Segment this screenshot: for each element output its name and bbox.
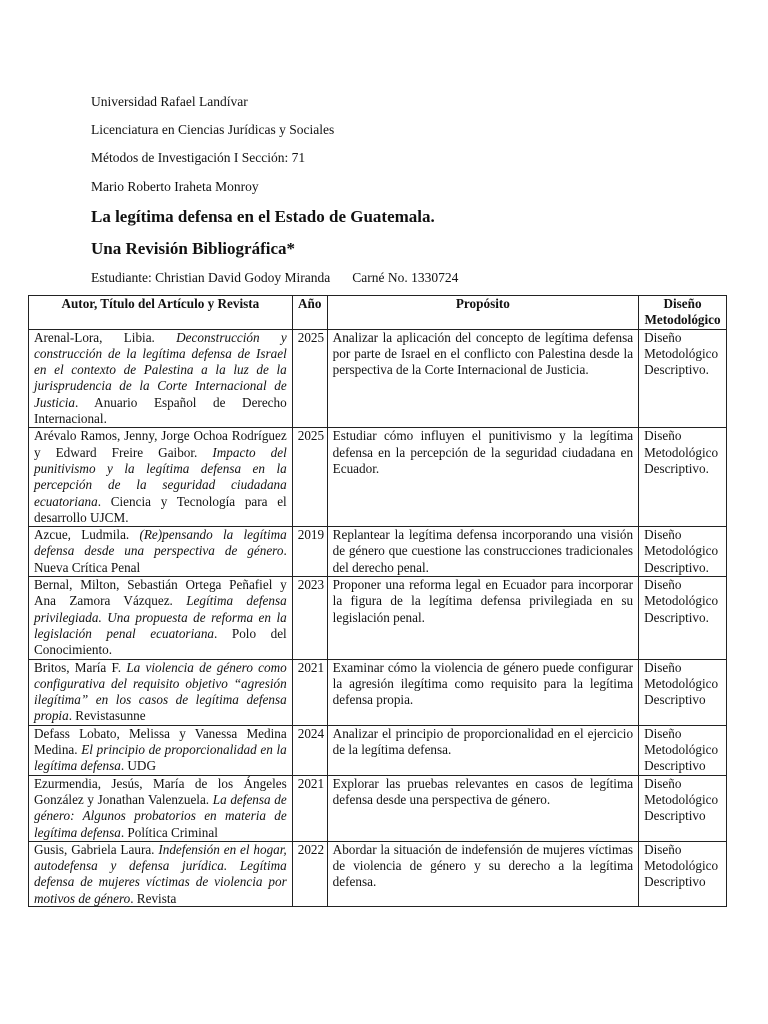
cell-design: Diseño Metodológico Descriptivo. [639,428,727,527]
cell-year: 2021 [292,659,327,725]
header-ano: Año [292,296,327,330]
entry-journal: . UDG [120,758,156,774]
cell-purpose: Estudiar cómo influyen el punitivismo y la legítima defensa en la percepción de la seguridad ciudadana en Ecuador. [327,428,638,527]
entry-journal: . Polo del Conocimiento. [34,625,287,658]
entry-journal: . Revistasunne [68,708,146,724]
cell-design: Diseño Metodológico Descriptivo. [639,329,727,428]
entry-author: Arenal-Lora, Libia. [34,329,177,345]
professor-name: Mario Roberto Iraheta Monroy [91,179,259,194]
entry-journal: . Política Criminal [120,824,218,840]
table-row [29,329,727,428]
cell-autor [29,428,293,527]
cell-autor [29,775,293,841]
cell-year: 2023 [292,577,327,659]
cell-purpose: Explorar las pruebas relevantes en casos de legítima defensa desde una perspectiva de género. [327,775,638,841]
cell-purpose: Examinar cómo la violencia de género puede configurar la agresión ilegítima como requisito para la legítima defensa propia. [327,659,638,725]
cell-purpose: Abordar la situación de indefensión de mujeres víctimas de violencia de género y su derecho a la legítima defensa. [327,841,638,906]
entry-author: Arévalo Ramos, Jenny, Jorge Ochoa Rodríguez y Edward Freire Gaibor. [34,428,287,460]
entry-author: Defass Lobato, Melissa y Vanessa Medina Medina. [34,725,287,758]
cell-year: 2024 [292,725,327,775]
cell-autor-clip [34,842,287,906]
entry-author: Bernal, Milton, Sebastián Ortega Peñafiel y Ana Zamora Vázquez. [34,577,287,609]
cell-design: Diseño Metodológico Descriptivo [639,725,727,775]
entry-title: La violencia de género como configurativa del requisito objetivo “agresión ilegítima” en los casos de legítima defensa propia [34,659,287,724]
student-name: Estudiante: Christian David Godoy Miranda [91,270,331,285]
header-diseno: Diseño Metodológico [639,296,727,330]
cell-year: 2021 [292,775,327,841]
entry-author: Britos, María F. [34,659,127,675]
entry-journal: . Ciencia y Tecnología para el desarrollo UJCM. [34,493,287,525]
entry-title: El principio de proporcionalidad en la legítima defensa [34,742,287,774]
cell-autor [29,577,293,659]
table-row [29,527,727,577]
document-subtitle: Una Revisión Bibliográfica* [91,239,296,258]
cell-year: 2025 [292,329,327,428]
entry-journal: . Nueva Crítica Penal [34,543,287,575]
entry-title: (Re)pensando la legítima defensa desde una perspectiva de género [34,527,287,559]
table-row [29,428,727,527]
entry-journal: . Anuario Español de Derecho Internacional. [34,394,287,427]
entry-title: Legítima defensa privilegiada. Una propuesta de reforma en la legislación penal ecuatoriana [34,593,287,641]
cell-year: 2019 [292,527,327,577]
entry-journal: . Revista [130,890,177,906]
cell-year: 2025 [292,428,327,527]
cell-autor [29,659,293,725]
document-title: La legítima defensa en el Estado de Guatemala. [91,207,435,226]
entry-author: Azcue, Ludmila. [34,527,140,543]
cell-design: Diseño Metodológico Descriptivo [639,775,727,841]
cell-purpose: Replantear la legítima defensa incorporando una visión de género que cuestione las construcciones tradicionales del derecho penal. [327,527,638,577]
cell-autor [29,841,293,906]
cell-purpose: Analizar la aplicación del concepto de legítima defensa por parte de Israel en el conflicto con Palestina desde la perspectiva de la Corte Internacional de Justicia. [327,329,638,428]
table-row [29,725,727,775]
entry-title: Indefensión en el hogar, autodefensa y defensa jurídica. Legítima defensa de mujeres víctimas de violencia por motivos de género [34,841,287,906]
entry-author: Ezurmendia, Jesús, María de los Ángeles González y Jonathan Valenzuela. [34,775,287,807]
cell-design: Diseño Metodológico Descriptivo. [639,527,727,577]
header-autor: Autor, Título del Artículo y Revista [29,296,293,330]
course-name: Métodos de Investigación I Sección: 71 [91,150,306,165]
table-row [29,577,727,659]
bibliography-table [28,295,727,907]
entry-title: La defensa de género: Algunos probatorios en materia de legítima defensa [34,791,287,840]
cell-purpose: Proponer una reforma legal en Ecuador para incorporar la figura de la legítima defensa privilegiada en su legislación penal. [327,577,638,659]
table-row [29,659,727,725]
cell-design: Diseño Metodológico Descriptivo [639,841,727,906]
table-row [29,841,727,906]
table-header-row [29,296,727,330]
cell-autor [29,329,293,428]
entry-author: Gusis, Gabriela Laura. [34,841,159,857]
cell-design: Diseño Metodológico Descriptivo [639,659,727,725]
table-row [29,775,727,841]
cell-purpose: Analizar el principio de proporcionalidad en el ejercicio de la legítima defensa. [327,725,638,775]
cell-autor [29,725,293,775]
student-info [91,270,458,286]
entry-title: Deconstrucción y construcción de la legítima defensa de Israel en el contexto de Palestina a la luz de la jurisprudencia de la Corte Internacional de Justicia [34,329,287,410]
header-proposito: Propósito [327,296,638,330]
cell-design: Diseño Metodológico Descriptivo. [639,577,727,659]
entry-title: Impacto del punitivismo y la legítima defensa en la percepción de la seguridad ciudadana ecuatoriana [34,444,287,509]
cell-year: 2022 [292,841,327,906]
student-carne: Carné No. 1330724 [352,270,459,285]
degree-name: Licenciatura en Ciencias Jurídicas y Sociales [91,122,335,137]
university-name: Universidad Rafael Landívar [91,94,248,109]
cell-autor [29,527,293,577]
